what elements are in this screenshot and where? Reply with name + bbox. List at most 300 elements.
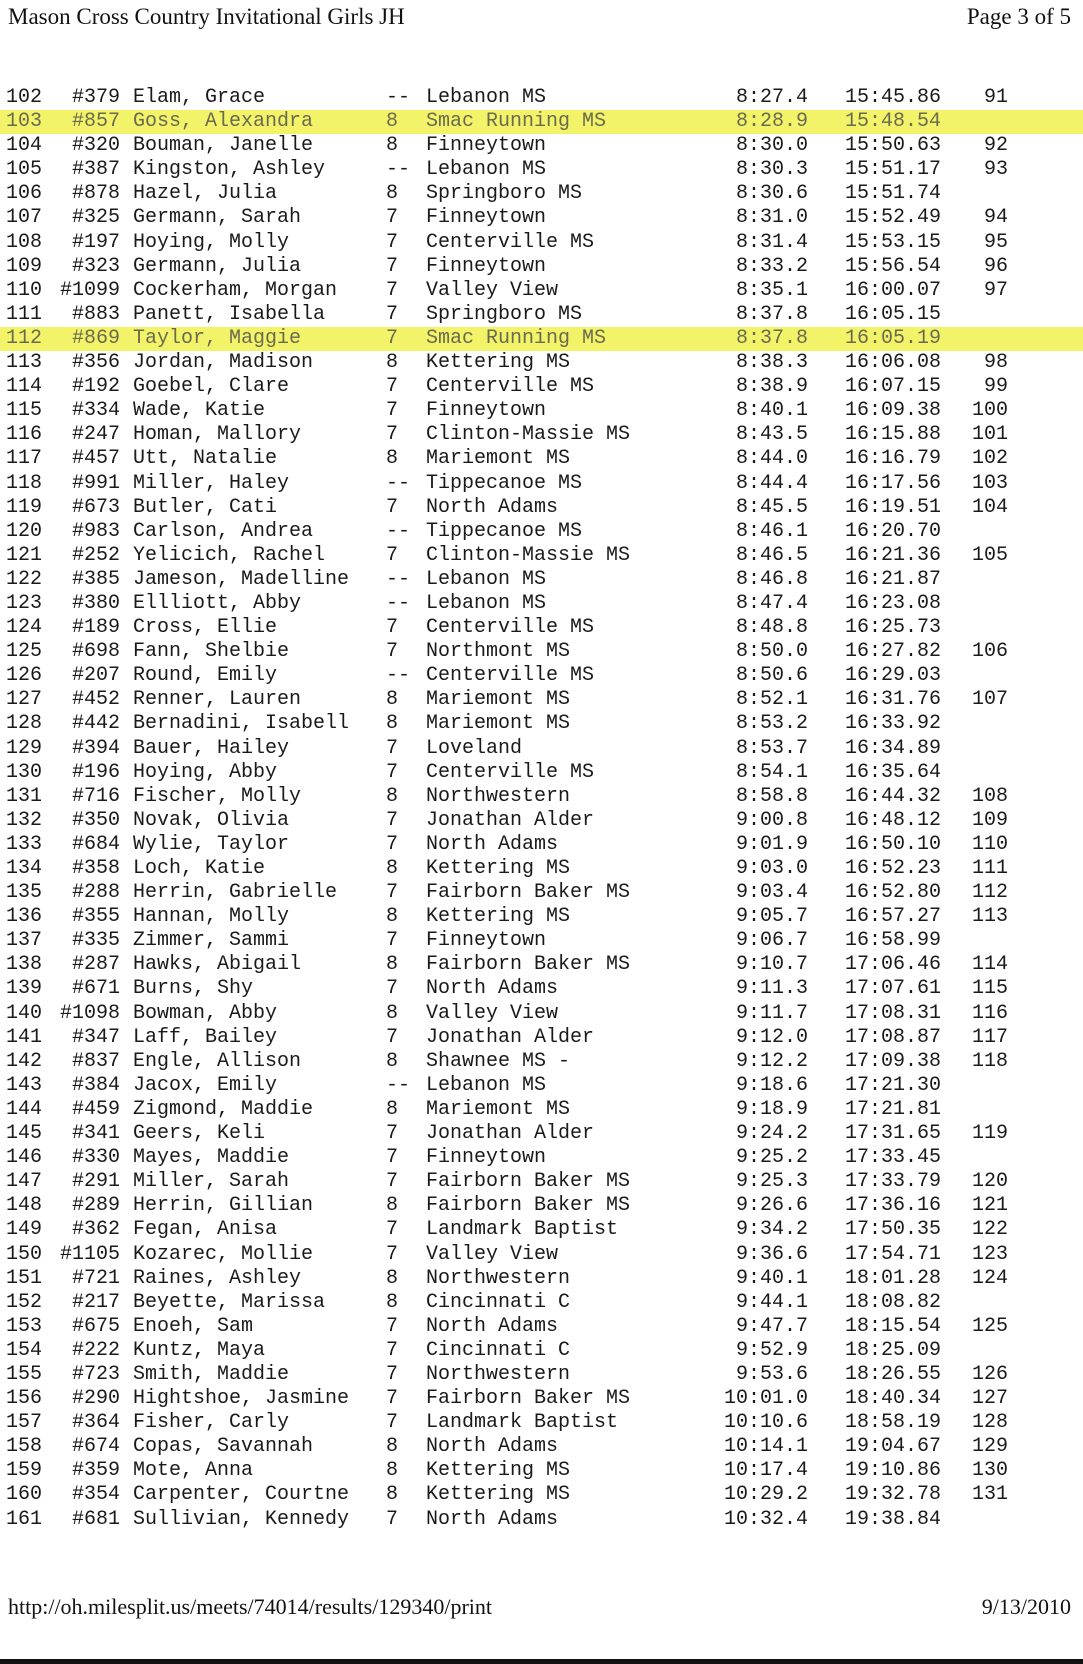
athlete-name-cell: Jordan, Madison: [133, 351, 314, 375]
team-score-cell: 92: [983, 134, 1008, 158]
athlete-name-cell: Utt, Natalie: [133, 447, 278, 471]
mile-split-cell: 10:17.4: [723, 1459, 808, 1483]
bib-cell: #459: [71, 1097, 120, 1121]
finish-time-cell: 17:07.61: [845, 977, 942, 1001]
grade-cell: 7: [386, 423, 399, 447]
result-row: [0, 1098, 1083, 1122]
team-cell: Mariemont MS: [426, 688, 571, 712]
athlete-name-cell: Beyette, Marissa: [133, 1290, 326, 1314]
result-row: [0, 1050, 1083, 1074]
result-row: [0, 182, 1083, 206]
team-cell: North Adams: [426, 1314, 559, 1338]
finish-time-cell: 19:38.84: [845, 1507, 942, 1531]
team-cell: Clinton-Massie MS: [426, 423, 631, 447]
team-cell: Lebanon MS: [426, 1073, 547, 1097]
grade-cell: 7: [386, 1025, 399, 1049]
bib-cell: #681: [71, 1507, 120, 1531]
athlete-name-cell: Copas, Savannah: [133, 1435, 314, 1459]
team-score-cell: 99: [983, 375, 1008, 399]
place-cell: 118: [6, 471, 43, 495]
bib-cell: #1099: [60, 278, 121, 302]
grade-cell: --: [386, 158, 411, 182]
place-cell: 138: [6, 953, 43, 977]
mile-split-cell: 8:31.0: [735, 206, 808, 230]
result-row: [0, 375, 1083, 399]
athlete-name-cell: Loch, Katie: [133, 857, 266, 880]
mile-split-cell: 9:40.1: [735, 1266, 808, 1290]
finish-time-cell: 16:21.87: [845, 567, 942, 591]
result-row: [0, 1170, 1083, 1194]
finish-time-cell: 18:58.19: [845, 1411, 942, 1435]
athlete-name-cell: Bouman, Janelle: [133, 134, 314, 158]
mile-split-cell: 8:46.1: [735, 519, 808, 543]
place-cell: 135: [6, 881, 43, 905]
athlete-name-cell: Jacox, Emily: [133, 1073, 278, 1097]
finish-time-cell: 19:32.78: [845, 1483, 942, 1507]
grade-cell: 7: [386, 230, 399, 254]
finish-time-cell: 15:52.49: [845, 206, 942, 230]
bib-cell: #217: [71, 1290, 120, 1314]
grade-cell: 7: [386, 1338, 399, 1362]
team-cell: Cincinnati C: [426, 1290, 571, 1314]
team-score-cell: 104: [971, 495, 1008, 519]
finish-time-cell: 16:25.73: [845, 616, 942, 640]
result-row: [0, 1146, 1083, 1170]
athlete-name-cell: Taylor, Maggie: [133, 326, 302, 350]
athlete-name-cell: Mote, Anna: [133, 1459, 254, 1483]
bib-cell: #252: [71, 543, 120, 567]
athlete-name-cell: Renner, Lauren: [133, 688, 302, 712]
team-score-cell: 107: [971, 688, 1008, 712]
finish-time-cell: 16:15.88: [845, 423, 942, 447]
result-row: [0, 1508, 1083, 1532]
result-row: [0, 1435, 1083, 1459]
mile-split-cell: 8:38.9: [735, 375, 808, 399]
mile-split-cell: 10:10.6: [723, 1411, 808, 1435]
result-row: [0, 857, 1083, 881]
result-row: [0, 977, 1083, 1001]
team-score-cell: 122: [971, 1218, 1008, 1242]
grade-cell: 8: [386, 134, 399, 158]
grade-cell: 7: [386, 1314, 399, 1338]
grade-cell: 8: [386, 351, 399, 375]
finish-time-cell: 16:35.64: [845, 760, 942, 784]
grade-cell: 8: [386, 182, 399, 206]
athlete-name-cell: Ellliott, Abby: [133, 591, 302, 615]
team-score-cell: 126: [971, 1362, 1008, 1386]
results-list: [0, 86, 1083, 1532]
grade-cell: 8: [386, 1097, 399, 1121]
team-score-cell: 96: [983, 254, 1008, 278]
finish-time-cell: 16:20.70: [845, 519, 942, 543]
finish-time-cell: 17:54.71: [845, 1242, 942, 1266]
athlete-name-cell: Herrin, Gabrielle: [133, 881, 338, 905]
result-row: [0, 351, 1083, 375]
athlete-name-cell: Hoying, Molly: [133, 230, 290, 254]
result-row: [0, 761, 1083, 785]
team-cell: Springboro MS: [426, 302, 583, 326]
finish-time-cell: 16:05.19: [845, 326, 942, 350]
mile-split-cell: 9:10.7: [735, 953, 808, 977]
team-cell: Centerville MS: [426, 230, 595, 254]
bib-cell: #364: [71, 1411, 120, 1435]
result-row: [0, 447, 1083, 471]
team-cell: Northwestern: [426, 1266, 571, 1290]
result-row: [0, 905, 1083, 929]
place-cell: 146: [6, 1146, 43, 1170]
grade-cell: 7: [386, 1242, 399, 1266]
grade-cell: 8: [386, 688, 399, 712]
team-cell: Mariemont MS: [426, 712, 571, 736]
grade-cell: 7: [386, 760, 399, 784]
mile-split-cell: 9:01.9: [735, 832, 808, 856]
bib-cell: #290: [71, 1387, 120, 1411]
team-score-cell: 111: [971, 857, 1008, 880]
place-cell: 129: [6, 736, 43, 760]
bib-cell: #674: [71, 1435, 120, 1459]
bib-cell: #350: [71, 808, 120, 832]
place-cell: 161: [6, 1507, 43, 1531]
place-cell: 141: [6, 1025, 43, 1049]
team-cell: Fairborn Baker MS: [426, 1194, 631, 1218]
bib-cell: #247: [71, 423, 120, 447]
mile-split-cell: 8:44.0: [735, 447, 808, 471]
bib-cell: #675: [71, 1314, 120, 1338]
team-cell: Cincinnati C: [426, 1338, 571, 1362]
place-cell: 109: [6, 254, 43, 278]
grade-cell: 7: [386, 543, 399, 567]
mile-split-cell: 10:01.0: [723, 1387, 808, 1411]
place-cell: 142: [6, 1049, 43, 1073]
bib-cell: #721: [71, 1266, 120, 1290]
bib-cell: #347: [71, 1025, 120, 1049]
place-cell: 107: [6, 206, 43, 230]
result-row: [0, 1026, 1083, 1050]
bib-cell: #189: [71, 616, 120, 640]
athlete-name-cell: Wade, Katie: [133, 399, 266, 423]
bib-cell: #869: [71, 326, 120, 350]
result-row: [0, 664, 1083, 688]
grade-cell: 7: [386, 929, 399, 953]
mile-split-cell: 9:53.6: [735, 1362, 808, 1386]
finish-time-cell: 17:08.31: [845, 1001, 942, 1025]
place-cell: 140: [6, 1001, 43, 1025]
grade-cell: 8: [386, 905, 399, 929]
team-score-cell: 120: [971, 1170, 1008, 1194]
result-row: [0, 1243, 1083, 1267]
athlete-name-cell: Engle, Allison: [133, 1049, 302, 1073]
mile-split-cell: 9:44.1: [735, 1290, 808, 1314]
result-row: [0, 1218, 1083, 1242]
place-cell: 158: [6, 1435, 43, 1459]
place-cell: 113: [6, 351, 43, 375]
place-cell: 143: [6, 1073, 43, 1097]
team-score-cell: 113: [971, 905, 1008, 929]
team-cell: Kettering MS: [426, 905, 571, 929]
result-row: [0, 1483, 1083, 1507]
bib-cell: #354: [71, 1483, 120, 1507]
mile-split-cell: 8:45.5: [735, 495, 808, 519]
mile-split-cell: 8:27.4: [735, 86, 808, 109]
athlete-name-cell: Butler, Cati: [133, 495, 278, 519]
place-cell: 119: [6, 495, 43, 519]
place-cell: 130: [6, 760, 43, 784]
bib-cell: #287: [71, 953, 120, 977]
finish-time-cell: 16:57.27: [845, 905, 942, 929]
mile-split-cell: 8:48.8: [735, 616, 808, 640]
mile-split-cell: 9:06.7: [735, 929, 808, 953]
athlete-name-cell: Fegan, Anisa: [133, 1218, 278, 1242]
grade-cell: 8: [386, 1290, 399, 1314]
grade-cell: 7: [386, 1218, 399, 1242]
result-row: [0, 1363, 1083, 1387]
athlete-name-cell: Elam, Grace: [133, 86, 266, 109]
grade-cell: --: [386, 567, 411, 591]
finish-time-cell: 16:00.07: [845, 278, 942, 302]
footer-date: 9/13/2010: [981, 1594, 1071, 1619]
athlete-name-cell: Sullivian, Kennedy: [133, 1507, 350, 1531]
grade-cell: 7: [386, 399, 399, 423]
bib-cell: #192: [71, 375, 120, 399]
place-cell: 152: [6, 1290, 43, 1314]
team-score-cell: 93: [983, 158, 1008, 182]
place-cell: 131: [6, 784, 43, 808]
result-row: [0, 640, 1083, 664]
mile-split-cell: 8:28.9: [735, 110, 808, 134]
athlete-name-cell: Raines, Ashley: [133, 1266, 302, 1290]
athlete-name-cell: Geers, Keli: [133, 1122, 266, 1146]
bib-cell: #684: [71, 832, 120, 856]
team-cell: Smac Running MS: [426, 326, 607, 350]
result-row: [0, 496, 1083, 520]
athlete-name-cell: Bowman, Abby: [133, 1001, 278, 1025]
result-row: [0, 809, 1083, 833]
grade-cell: 8: [386, 857, 399, 880]
team-cell: Finneytown: [426, 206, 547, 230]
grade-cell: 8: [386, 1266, 399, 1290]
grade-cell: --: [386, 664, 411, 688]
bib-cell: #698: [71, 640, 120, 664]
place-cell: 115: [6, 399, 43, 423]
bib-cell: #341: [71, 1122, 120, 1146]
grade-cell: 8: [386, 712, 399, 736]
team-cell: Jonathan Alder: [426, 1025, 595, 1049]
grade-cell: 7: [386, 326, 399, 350]
team-cell: Landmark Baptist: [426, 1218, 619, 1242]
result-row: [0, 1267, 1083, 1291]
mile-split-cell: 9:18.9: [735, 1097, 808, 1121]
finish-time-cell: 16:23.08: [845, 591, 942, 615]
mile-split-cell: 10:32.4: [723, 1507, 808, 1531]
grade-cell: 7: [386, 302, 399, 326]
team-cell: Northwestern: [426, 1362, 571, 1386]
mile-split-cell: 8:50.6: [735, 664, 808, 688]
mile-split-cell: 9:12.2: [735, 1049, 808, 1073]
team-cell: North Adams: [426, 1435, 559, 1459]
mile-split-cell: 8:38.3: [735, 351, 808, 375]
team-cell: North Adams: [426, 495, 559, 519]
grade-cell: 8: [386, 1001, 399, 1025]
finish-time-cell: 16:19.51: [845, 495, 942, 519]
finish-time-cell: 16:44.32: [845, 784, 942, 808]
team-cell: Fairborn Baker MS: [426, 1387, 631, 1411]
finish-time-cell: 17:08.87: [845, 1025, 942, 1049]
team-cell: Centerville MS: [426, 760, 595, 784]
result-row: [0, 206, 1083, 230]
team-score-cell: 117: [971, 1025, 1008, 1049]
grade-cell: 7: [386, 1507, 399, 1531]
bib-cell: #197: [71, 230, 120, 254]
result-row: [0, 616, 1083, 640]
place-cell: 124: [6, 616, 43, 640]
athlete-name-cell: Smith, Maddie: [133, 1362, 290, 1386]
bib-cell: #288: [71, 881, 120, 905]
grade-cell: --: [386, 591, 411, 615]
place-cell: 147: [6, 1170, 43, 1194]
athlete-name-cell: Miller, Haley: [133, 471, 290, 495]
mile-split-cell: 9:25.3: [735, 1170, 808, 1194]
mile-split-cell: 9:12.0: [735, 1025, 808, 1049]
finish-time-cell: 15:45.86: [845, 86, 942, 109]
result-row: [0, 1122, 1083, 1146]
mile-split-cell: 8:53.2: [735, 712, 808, 736]
result-row: [0, 544, 1083, 568]
bib-cell: #196: [71, 760, 120, 784]
athlete-name-cell: Wylie, Taylor: [133, 832, 290, 856]
team-score-cell: 91: [983, 86, 1008, 109]
athlete-name-cell: Fischer, Molly: [133, 784, 302, 808]
grade-cell: 7: [386, 832, 399, 856]
team-cell: Mariemont MS: [426, 447, 571, 471]
place-cell: 105: [6, 158, 43, 182]
bib-cell: #723: [71, 1362, 120, 1386]
finish-time-cell: 16:05.15: [845, 302, 942, 326]
result-row: [0, 1291, 1083, 1315]
place-cell: 103: [6, 110, 43, 134]
finish-time-cell: 19:04.67: [845, 1435, 942, 1459]
mile-split-cell: 8:37.8: [735, 326, 808, 350]
team-score-cell: 97: [983, 278, 1008, 302]
result-row: [0, 953, 1083, 977]
finish-time-cell: 15:50.63: [845, 134, 942, 158]
place-cell: 117: [6, 447, 43, 471]
place-cell: 108: [6, 230, 43, 254]
team-cell: Springboro MS: [426, 182, 583, 206]
mile-split-cell: 8:50.0: [735, 640, 808, 664]
grade-cell: 7: [386, 616, 399, 640]
mile-split-cell: 8:37.8: [735, 302, 808, 326]
team-cell: North Adams: [426, 832, 559, 856]
finish-time-cell: 18:40.34: [845, 1387, 942, 1411]
mile-split-cell: 9:26.6: [735, 1194, 808, 1218]
result-row: [0, 833, 1083, 857]
place-cell: 144: [6, 1097, 43, 1121]
bib-cell: #673: [71, 495, 120, 519]
bib-cell: #335: [71, 929, 120, 953]
mile-split-cell: 8:53.7: [735, 736, 808, 760]
team-score-cell: 125: [971, 1314, 1008, 1338]
athlete-name-cell: Fisher, Carly: [133, 1411, 290, 1435]
finish-time-cell: 16:27.82: [845, 640, 942, 664]
result-row: [0, 1074, 1083, 1098]
result-row: [0, 1411, 1083, 1435]
grade-cell: 8: [386, 784, 399, 808]
athlete-name-cell: Kuntz, Maya: [133, 1338, 266, 1362]
bib-cell: #358: [71, 857, 120, 880]
place-cell: 122: [6, 567, 43, 591]
highlighted-result-row: [0, 327, 1083, 351]
page-title: Mason Cross Country Invitational Girls JH: [8, 4, 405, 29]
team-cell: Clinton-Massie MS: [426, 543, 631, 567]
bib-cell: #1105: [60, 1242, 121, 1266]
mile-split-cell: 8:35.1: [735, 278, 808, 302]
result-row: [0, 399, 1083, 423]
result-row: [0, 929, 1083, 953]
team-score-cell: 118: [971, 1049, 1008, 1073]
team-cell: Tippecanoe MS: [426, 471, 583, 495]
athlete-name-cell: Yelicich, Rachel: [133, 543, 326, 567]
grade-cell: 7: [386, 254, 399, 278]
bib-cell: #883: [71, 302, 120, 326]
place-cell: 102: [6, 86, 43, 109]
team-cell: Centerville MS: [426, 616, 595, 640]
team-score-cell: 109: [971, 808, 1008, 832]
finish-time-cell: 18:15.54: [845, 1314, 942, 1338]
result-row: [0, 688, 1083, 712]
athlete-name-cell: Enoeh, Sam: [133, 1314, 254, 1338]
athlete-name-cell: Hannan, Molly: [133, 905, 290, 929]
bib-cell: #385: [71, 567, 120, 591]
team-score-cell: 105: [971, 543, 1008, 567]
team-score-cell: 116: [971, 1001, 1008, 1025]
bib-cell: #457: [71, 447, 120, 471]
team-cell: Lebanon MS: [426, 567, 547, 591]
team-score-cell: 114: [971, 953, 1008, 977]
team-score-cell: 119: [971, 1122, 1008, 1146]
team-score-cell: 131: [971, 1483, 1008, 1507]
finish-time-cell: 17:06.46: [845, 953, 942, 977]
page-number: Page 3 of 5: [966, 4, 1071, 29]
mile-split-cell: 8:30.0: [735, 134, 808, 158]
result-row: [0, 134, 1083, 158]
place-cell: 104: [6, 134, 43, 158]
team-score-cell: 102: [971, 447, 1008, 471]
bib-cell: #330: [71, 1146, 120, 1170]
place-cell: 106: [6, 182, 43, 206]
team-score-cell: 124: [971, 1266, 1008, 1290]
finish-time-cell: 15:48.54: [845, 110, 942, 134]
grade-cell: 7: [386, 1122, 399, 1146]
mile-split-cell: 9:52.9: [735, 1338, 808, 1362]
mile-split-cell: 9:47.7: [735, 1314, 808, 1338]
page-bottom-border: [0, 1659, 1083, 1664]
result-row: [0, 568, 1083, 592]
team-cell: Smac Running MS: [426, 110, 607, 134]
team-cell: Jonathan Alder: [426, 1122, 595, 1146]
bib-cell: #716: [71, 784, 120, 808]
place-cell: 132: [6, 808, 43, 832]
place-cell: 149: [6, 1218, 43, 1242]
team-score-cell: 108: [971, 784, 1008, 808]
bib-cell: #442: [71, 712, 120, 736]
finish-time-cell: 16:21.36: [845, 543, 942, 567]
athlete-name-cell: Bauer, Hailey: [133, 736, 290, 760]
athlete-name-cell: Miller, Sarah: [133, 1170, 290, 1194]
team-cell: Valley View: [426, 1001, 559, 1025]
finish-time-cell: 18:26.55: [845, 1362, 942, 1386]
footer-url: http://oh.milesplit.us/meets/74014/results/129340/print: [8, 1594, 492, 1619]
team-cell: Finneytown: [426, 1146, 547, 1170]
